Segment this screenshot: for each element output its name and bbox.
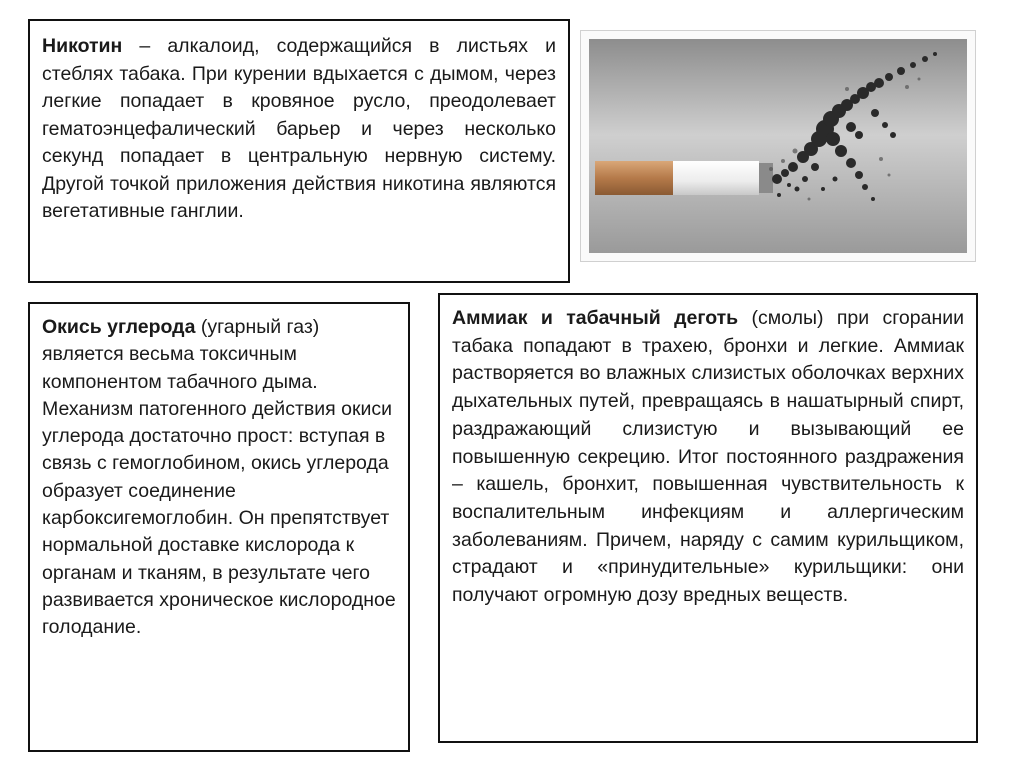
nicotine-term: Никотин xyxy=(42,35,123,57)
cigarette-ash-figure-image xyxy=(580,30,976,262)
cigarette-ash-illustration xyxy=(589,39,967,253)
carbon-monoxide-term: Окись углерода xyxy=(42,316,196,338)
nicotine-description: – алкалоид, содержащийся в листьях и стеблях табака. При курении вдыхается с дымом, через легкие попадает в кровяное русло, преодолевает гематоэнцефалический барьер и через несколько секунд попадает в центральную нервную систему. Другой точкой приложения действия никотина являются вегетативные ганглии. xyxy=(42,35,556,222)
ammonia-tar-description: (смолы) при сгорании табака попадают в трахею, бронхи и легкие. Аммиак растворяется во влажных слизистых оболочках верхних дыхательных путей, превращаясь в нашатырный спирт, раздражающий слизистую и вызывающий ее повышенную секрецию. Итог постоянного раздражения – кашель, бронхит, повышенная чувствительность к воспалительным инфекциям и аллергическим заболеваниям. Причем, наряду с самим курильщиком, страдают и «принудительные» курильщики: они получают огромную дозу вредных веществ. xyxy=(452,307,965,607)
ammonia-tar-term: Аммиак и табачный деготь xyxy=(452,307,739,329)
nicotine-text-box xyxy=(28,19,570,283)
carbon-monoxide-text-box xyxy=(28,302,410,752)
carbon-monoxide-description: (угарный газ) является весьма токсичным компонентом табачного дыма. Механизм патогенного действия окиси углерода достаточно прост: вступая в связь с гемоглобином, окись углерода образует соединение карбоксигемоглобин. Он препятствует нормальной доставке кислорода к органам и тканям, в результате чего развивается хроническое кислородное голодание. xyxy=(42,316,396,639)
ammonia-tar-text-box xyxy=(438,293,978,743)
